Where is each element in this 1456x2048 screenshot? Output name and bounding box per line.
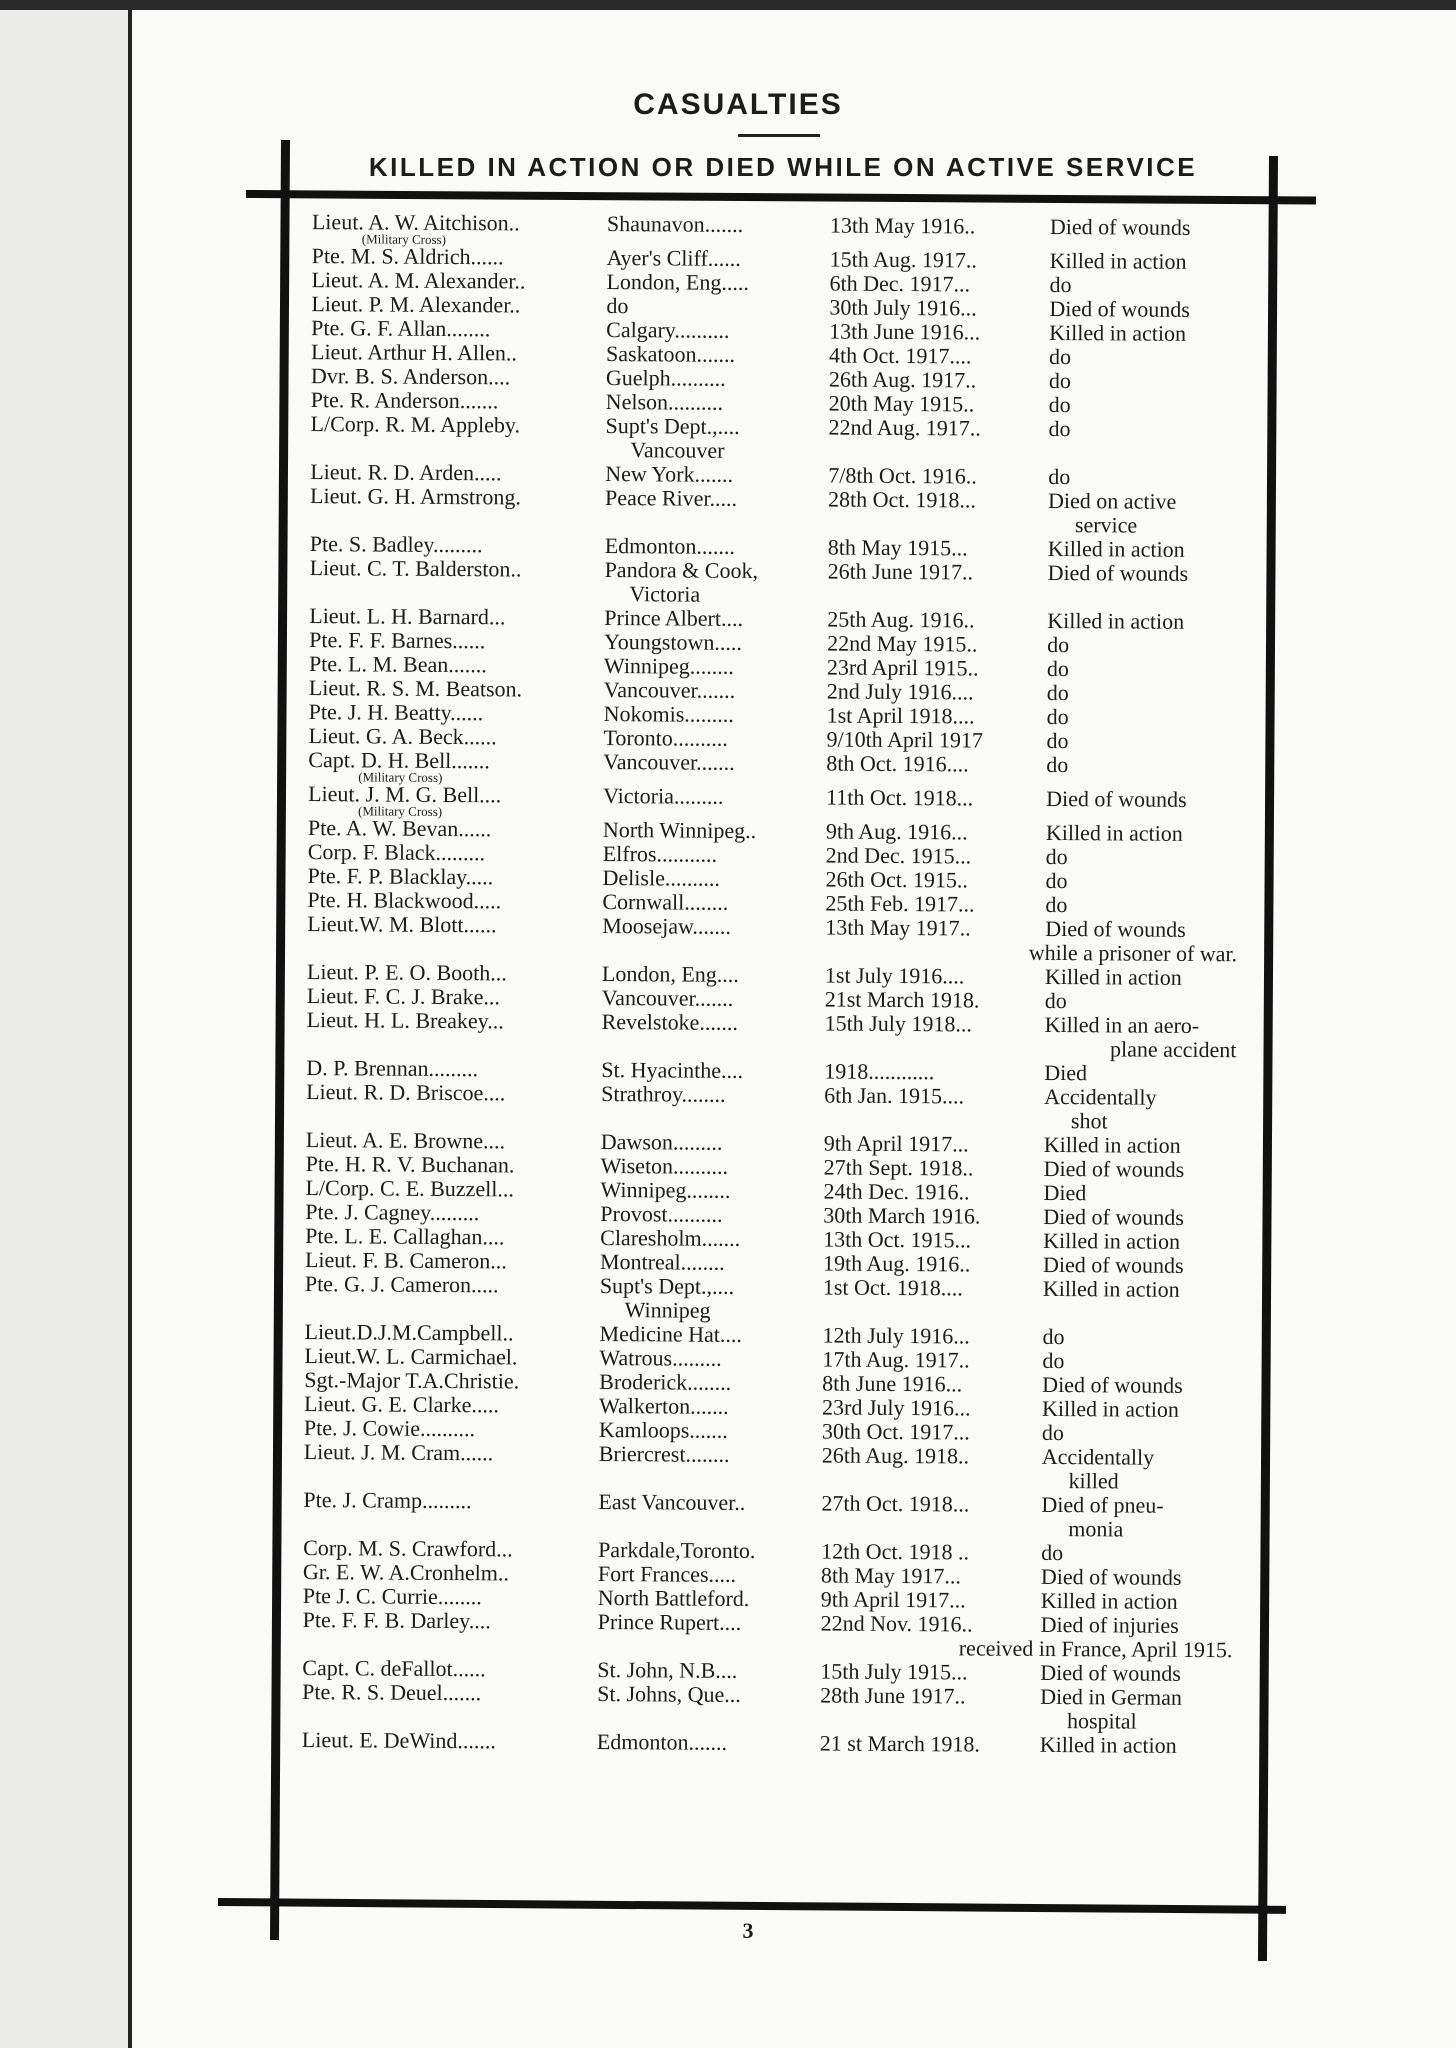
entry-cause-continuation: killed <box>1068 1468 1119 1494</box>
entry-name: Corp. F. Black......... <box>307 839 486 866</box>
entry-place: Nelson.......... <box>605 389 724 415</box>
entry-date: 23rd July 1916... <box>821 1394 971 1421</box>
entry-place: Moosejaw....... <box>602 913 732 939</box>
entry-place: Winnipeg........ <box>603 653 734 679</box>
entry-date: 15th Aug. 1917.. <box>829 246 978 273</box>
entry-date: 30th July 1916... <box>829 294 977 321</box>
entry-line <box>302 209 1252 247</box>
entry-date: 6th Dec. 1917... <box>829 270 971 297</box>
section-subtitle: KILLED IN ACTION OR DIED WHILE ON ACTIVE SERVICE <box>368 152 1198 182</box>
entry-name: Corp. M. S. Crawford... <box>303 1535 513 1562</box>
entry-place: Kamloops....... <box>598 1416 728 1443</box>
entry-name: Lieut. J. M. Cram...... <box>303 1439 494 1466</box>
entry-place: Peace River..... <box>605 485 738 511</box>
entry-cause: Died <box>1044 1059 1088 1086</box>
entry-cause: Killed in action <box>1040 1587 1178 1614</box>
entry-name: Lieut. R. D. Briscoe.... <box>306 1079 506 1106</box>
entry-place: Broderick........ <box>599 1368 732 1395</box>
entry-date: 15th July 1915... <box>820 1658 968 1685</box>
entry-place: Revelstoke....... <box>601 1009 738 1035</box>
entry-date: 13th May 1916.. <box>829 212 976 239</box>
entry-date: 26th Aug. 1918.. <box>821 1442 970 1469</box>
entry-cause: do <box>1046 655 1070 682</box>
entry-cause-continuation: shot <box>1070 1108 1108 1134</box>
entry-cause-continuation: plane accident <box>1109 1036 1237 1063</box>
entry-date: 9th April 1917... <box>823 1130 969 1157</box>
entry-cause: do <box>1042 1347 1065 1374</box>
casualty-entry <box>293 1488 1243 1542</box>
page-binding-edge <box>128 0 132 2048</box>
entry-date: 28th Oct. 1918... <box>828 486 977 513</box>
entry-name: Sgt.-Major T.A.Christie. <box>304 1367 520 1394</box>
entry-place: Watrous......... <box>599 1344 722 1371</box>
entry-name: Pte. G. J. Cameron..... <box>304 1271 499 1298</box>
casualty-entry <box>300 484 1250 538</box>
entry-place: Edmonton....... <box>604 533 736 559</box>
entry-cause: Killed in an aero- <box>1044 1011 1200 1038</box>
entry-line <box>298 781 1248 819</box>
entry-place: Delisle.......... <box>602 865 720 891</box>
entry-cause: do <box>1041 1539 1064 1566</box>
entry-line <box>298 747 1248 785</box>
entry-place: Nokomis......... <box>603 701 734 727</box>
entry-date: 26th Aug. 1917.. <box>828 366 977 393</box>
entry-name: Pte. H. Blackwood..... <box>307 887 502 914</box>
title-rule <box>738 134 820 137</box>
entry-place: Victoria......... <box>603 783 724 809</box>
entry-date: 25th Aug. 1916.. <box>827 606 975 633</box>
entry-place: Claresholm....... <box>600 1225 741 1251</box>
entry-cause: Died of wounds <box>1043 1155 1185 1182</box>
entry-place: Vancouver....... <box>603 677 736 703</box>
entry-name: Pte. L. E. Callaghan.... <box>305 1223 505 1250</box>
entry-name: L/Corp. C. E. Buzzell... <box>305 1175 514 1202</box>
entry-cause: Died of wounds <box>1049 295 1190 322</box>
entry-place: St. Hyacinthe.... <box>601 1057 744 1083</box>
entry-cause: Died of wounds <box>1040 1659 1181 1686</box>
entry-name: Lieut. P. M. Alexander.. <box>311 291 521 318</box>
entry-place: Parkdale,Toronto. <box>598 1536 756 1564</box>
entry-cause: Killed in action <box>1039 1731 1177 1758</box>
entry-name: Dvr. B. S. Anderson.... <box>310 363 511 390</box>
entry-name: Lieut. L. H. Barnard... <box>309 603 506 630</box>
entry-place: Fort Frances..... <box>597 1560 737 1587</box>
entry-place: Strathroy........ <box>601 1081 726 1107</box>
entry-place: Calgary.......... <box>606 317 730 343</box>
casualty-entry <box>296 1080 1246 1134</box>
entry-cause: do <box>1046 727 1069 754</box>
entry-date: 15th July 1918... <box>824 1010 972 1037</box>
entry-name: Lieut. J. M. G. Bell.... <box>308 781 502 808</box>
entry-date: 2nd Dec. 1915... <box>825 842 972 869</box>
entry-honour: (Military Cross) <box>361 231 446 247</box>
entry-date: 13th Oct. 1915... <box>823 1226 972 1253</box>
entry-cause: Died of wounds <box>1042 1251 1184 1278</box>
entry-name: Lieut. G. A. Beck...... <box>308 723 497 750</box>
entry-date: 9th Aug. 1916... <box>825 818 968 845</box>
entry-cause: do <box>1048 343 1072 370</box>
entry-name: Pte. F. F. Barnes...... <box>309 627 486 654</box>
entry-place: East Vancouver.. <box>598 1488 746 1515</box>
entry-date: 9th April 1917... <box>820 1586 966 1613</box>
entry-name: D. P. Brennan......... <box>306 1055 479 1082</box>
entry-place-continuation: Winnipeg <box>624 1297 711 1323</box>
entry-cause-continuation: while a prisoner of war. <box>1028 939 1238 967</box>
entry-place: London, Eng..... <box>606 269 750 295</box>
entry-place: Elfros........... <box>602 841 718 867</box>
entry-place: North Battleford. <box>597 1584 750 1611</box>
entry-name: Lieut.W. L. Carmichael. <box>304 1343 518 1370</box>
entry-cause: do <box>1046 703 1069 730</box>
entry-place: Cornwall........ <box>602 889 729 915</box>
entry-cause: do <box>1048 415 1071 442</box>
entry-cause: do <box>1045 891 1068 918</box>
entry-place: Wiseton.......... <box>600 1153 729 1179</box>
entry-place: Supt's Dept.,.... <box>605 413 740 439</box>
entry-name: Pte. R. S. Deuel....... <box>302 1679 482 1706</box>
frame-right-rule <box>1258 156 1278 1961</box>
entry-cause: Died of wounds <box>1045 915 1186 942</box>
entry-place: Shaunavon....... <box>606 211 744 237</box>
entry-date: 25th Feb. 1917... <box>825 890 975 917</box>
entry-date: 21st March 1918. <box>824 986 980 1013</box>
entry-date: 17th Aug. 1917.. <box>822 1346 970 1373</box>
entry-name: Pte. H. R. V. Buchanan. <box>305 1151 515 1178</box>
entry-date: 22nd Aug. 1917.. <box>828 414 981 441</box>
entry-place: Guelph.......... <box>605 365 726 391</box>
entry-place: Toronto.......... <box>603 725 728 751</box>
entry-date: 1st April 1918.... <box>826 702 975 729</box>
entry-place: Walkerton....... <box>598 1392 729 1419</box>
entry-cause: do <box>1044 987 1067 1014</box>
entry-cause: Killed in action <box>1043 1227 1181 1254</box>
entry-place: St. John, N.B.... <box>597 1656 738 1683</box>
entry-cause: do <box>1048 367 1071 394</box>
entry-cause: Killed in action <box>1049 319 1187 346</box>
entry-cause: Killed in action <box>1043 1131 1181 1158</box>
entry-date: 20th May 1915.. <box>828 390 975 417</box>
entry-date: 22nd May 1915.. <box>827 630 978 657</box>
entry-name: Lieut.W. M. Blott...... <box>307 911 497 938</box>
entry-cause: Killed in action <box>1047 607 1185 634</box>
page-number: 3 <box>742 1918 754 1943</box>
entry-date: 9/10th April 1917 <box>826 726 984 753</box>
entry-cause: Died of wounds <box>1047 559 1189 586</box>
entry-place: St. Johns, Que... <box>597 1680 741 1707</box>
entry-date: 12th Oct. 1918 .. <box>821 1538 970 1565</box>
entry-date: 23rd April 1915.. <box>826 654 979 681</box>
casualty-entry <box>296 1008 1246 1062</box>
entry-place: Briercrest........ <box>598 1440 730 1467</box>
entry-name: Lieut. R. D. Arden..... <box>310 459 502 486</box>
entry-date: 27th Oct. 1918... <box>821 1490 970 1517</box>
entry-cause: Killed in action <box>1041 1395 1180 1422</box>
entry-date: 1st Oct. 1918.... <box>822 1274 963 1301</box>
entry-name: Capt. C. deFallot...... <box>302 1655 486 1682</box>
casualty-entry <box>297 912 1247 966</box>
entry-cause: Died of injuries <box>1040 1611 1179 1638</box>
entry-date: 26th June 1917.. <box>827 558 974 585</box>
entry-line <box>292 1728 1242 1758</box>
entry-cause: do <box>1045 867 1068 894</box>
entry-date: 2nd July 1916.... <box>826 678 974 705</box>
entry-place: Montreal........ <box>599 1249 725 1275</box>
entry-name: Lieut. F. B. Cameron... <box>304 1247 507 1274</box>
entry-place: Youngstown..... <box>604 629 742 655</box>
entry-cause: do <box>1047 631 1070 658</box>
entry-honour: (Military Cross) <box>357 803 443 819</box>
entry-date: 22nd Nov. 1916.. <box>820 1610 973 1637</box>
entry-date: 30th March 1916. <box>823 1202 981 1229</box>
entry-cause-continuation: received in France, April 1915. <box>958 1635 1233 1663</box>
casualty-entry <box>292 1728 1242 1758</box>
entry-place: Ayer's Cliff...... <box>606 245 741 271</box>
entry-cause: Accidentally <box>1041 1443 1155 1470</box>
entry-cause: Died on active <box>1048 487 1177 514</box>
frame-top-rule <box>246 190 1316 205</box>
entry-date: 8th Oct. 1916.... <box>826 750 969 777</box>
entry-name: Lieut. H. L. Breakey... <box>306 1007 504 1034</box>
entry-place: London, Eng.... <box>601 961 739 987</box>
entry-date: 12th July 1916... <box>822 1322 970 1349</box>
entry-name: Lieut.D.J.M.Campbell.. <box>304 1319 514 1346</box>
entry-date: 28th June 1917.. <box>820 1682 966 1709</box>
entry-cause-continuation: service <box>1074 512 1138 538</box>
entry-place-continuation: Victoria <box>629 581 701 607</box>
entry-cause: Killed in action <box>1042 1275 1180 1302</box>
entry-name: Lieut. Arthur H. Allen.. <box>310 339 518 366</box>
entry-date: 13th May 1917.. <box>825 914 971 941</box>
entry-name: Pte. J. Cramp......... <box>303 1487 472 1514</box>
entry-cause: Died in German <box>1040 1683 1182 1710</box>
entry-cause: Died of pneu- <box>1041 1491 1164 1518</box>
entry-cause-continuation: hospital <box>1066 1708 1137 1734</box>
entry-place: Winnipeg........ <box>600 1177 731 1203</box>
entry-name: Pte. F. P. Blacklay..... <box>307 863 494 890</box>
entry-name: Lieut. A. W. Aitchison.. <box>311 209 520 236</box>
entry-place: do <box>606 293 629 319</box>
entry-date: 8th June 1916... <box>822 1370 963 1397</box>
entry-cause: do <box>1042 1323 1065 1350</box>
entry-name: Pte J. C. Currie........ <box>302 1583 482 1610</box>
entry-cause: Killed in action <box>1045 819 1183 846</box>
entry-place: Prince Rupert.... <box>597 1608 742 1635</box>
entry-date: 26th Oct. 1915.. <box>825 866 969 893</box>
entry-cause: do <box>1048 463 1071 490</box>
entry-place: Dawson......... <box>600 1129 723 1155</box>
entry-place-continuation: Vancouver <box>630 437 725 463</box>
entry-name: Lieut. G. H. Armstrong. <box>310 483 522 510</box>
entry-cause: do <box>1041 1419 1064 1446</box>
entry-cause: Died of wounds <box>1049 213 1191 240</box>
entry-name: Pte. F. F. B. Darley.... <box>302 1607 491 1634</box>
entry-name: Pte. J. H. Beatty...... <box>308 699 484 726</box>
entry-date: 8th May 1915... <box>827 534 968 561</box>
casualty-entry <box>300 412 1250 466</box>
facing-page-edge <box>0 0 128 2048</box>
entry-place: Pandora & Cook, <box>604 557 759 584</box>
entry-date: 8th May 1917... <box>820 1562 961 1589</box>
casualty-entry <box>294 1440 1244 1494</box>
entry-name: L/Corp. R. M. Appleby. <box>310 411 521 438</box>
casualty-entry <box>292 1680 1242 1734</box>
entry-cause: Died of wounds <box>1043 1203 1184 1230</box>
entry-place: Medicine Hat.... <box>599 1320 742 1347</box>
entry-place: Supt's Dept.,.... <box>599 1272 735 1299</box>
page-top-edge <box>0 0 1456 10</box>
entry-cause: Killed in action <box>1047 535 1185 562</box>
entry-name: Lieut. R. S. M. Beatson. <box>308 675 523 702</box>
entry-date: 13th June 1916... <box>829 318 981 345</box>
entry-name: Pte. S. Badley......... <box>309 531 483 558</box>
entry-name: Capt. D. H. Bell....... <box>308 747 490 774</box>
entry-name: Lieut. P. E. O. Booth... <box>306 959 507 986</box>
entry-name: Lieut. E. DeWind....... <box>301 1727 496 1754</box>
entry-name: Lieut. A. E. Browne.... <box>305 1127 506 1154</box>
entry-date: 21 st March 1918. <box>819 1730 981 1757</box>
entry-date: 1918............ <box>824 1058 935 1085</box>
entry-date: 7/8th Oct. 1916.. <box>828 462 977 489</box>
entry-date: 30th Oct. 1917... <box>821 1418 970 1445</box>
entry-date: 24th Dec. 1916.. <box>823 1178 970 1205</box>
entry-cause: do <box>1046 679 1069 706</box>
entry-name: Pte. R. Anderson....... <box>310 387 499 414</box>
entry-date: 11th Oct. 1918... <box>826 784 974 811</box>
entry-name: Pte. G. F. Allan........ <box>311 315 491 342</box>
entry-cause: do <box>1045 843 1068 870</box>
entry-cause: do <box>1046 751 1069 778</box>
entry-cause: Died of wounds <box>1042 1371 1183 1398</box>
entry-date: 6th Jan. 1915.... <box>824 1082 965 1109</box>
casualty-entry <box>299 556 1249 610</box>
entry-cause: do <box>1049 271 1072 298</box>
entry-cause: Killed in action <box>1044 963 1182 990</box>
entry-date: 27th Sept. 1918.. <box>823 1154 974 1181</box>
frame-left-rule <box>270 140 290 1940</box>
entry-cause: do <box>1048 391 1071 418</box>
entry-cause: Died of wounds <box>1040 1563 1182 1590</box>
entry-cause: Accidentally <box>1044 1083 1157 1110</box>
entry-date: 19th Aug. 1916.. <box>822 1250 971 1277</box>
entry-name: Pte. J. Cowie.......... <box>303 1415 476 1442</box>
entry-name: Pte. J. Cagney......... <box>305 1199 480 1226</box>
entry-place: Vancouver....... <box>601 985 734 1011</box>
entry-place: Prince Albert.... <box>604 605 744 631</box>
entry-date: 4th Oct. 1917.... <box>828 342 972 369</box>
entry-cause: Died of wounds <box>1046 785 1187 812</box>
entry-name: Gr. E. W. A.Cronhelm.. <box>302 1559 510 1586</box>
page-title: CASUALTIES <box>633 88 843 121</box>
entry-cause: Killed in action <box>1049 247 1187 274</box>
casualty-list <box>292 210 1252 1758</box>
entry-date: 1st July 1916.... <box>824 962 965 989</box>
entry-honour: (Military Cross) <box>358 769 443 785</box>
entry-cause: Died <box>1043 1179 1087 1206</box>
entry-name: Lieut. G. E. Clarke..... <box>304 1391 500 1418</box>
entry-name: Lieut. C. T. Balderston.. <box>309 555 522 582</box>
casualty-entry <box>292 1608 1242 1662</box>
entry-place: Provost.......... <box>600 1201 723 1227</box>
frame-bottom-rule <box>218 1898 1286 1914</box>
entry-name: Pte. M. S. Aldrich...... <box>311 243 504 270</box>
entry-place: North Winnipeg.. <box>602 817 757 844</box>
entry-cause-continuation: monia <box>1068 1516 1124 1542</box>
entry-place: Saskatoon....... <box>605 341 736 367</box>
entry-place: New York....... <box>605 461 734 487</box>
entry-name: Pte. A. W. Bevan...... <box>307 815 492 842</box>
casualty-entry <box>295 1272 1245 1326</box>
entry-place: Vancouver....... <box>603 749 735 775</box>
entry-name: Lieut. F. C. J. Brake... <box>306 983 501 1010</box>
entry-place: Edmonton....... <box>596 1728 728 1755</box>
entry-name: Pte. L. M. Bean....... <box>308 651 487 678</box>
entry-name: Lieut. A. M. Alexander.. <box>311 267 526 294</box>
